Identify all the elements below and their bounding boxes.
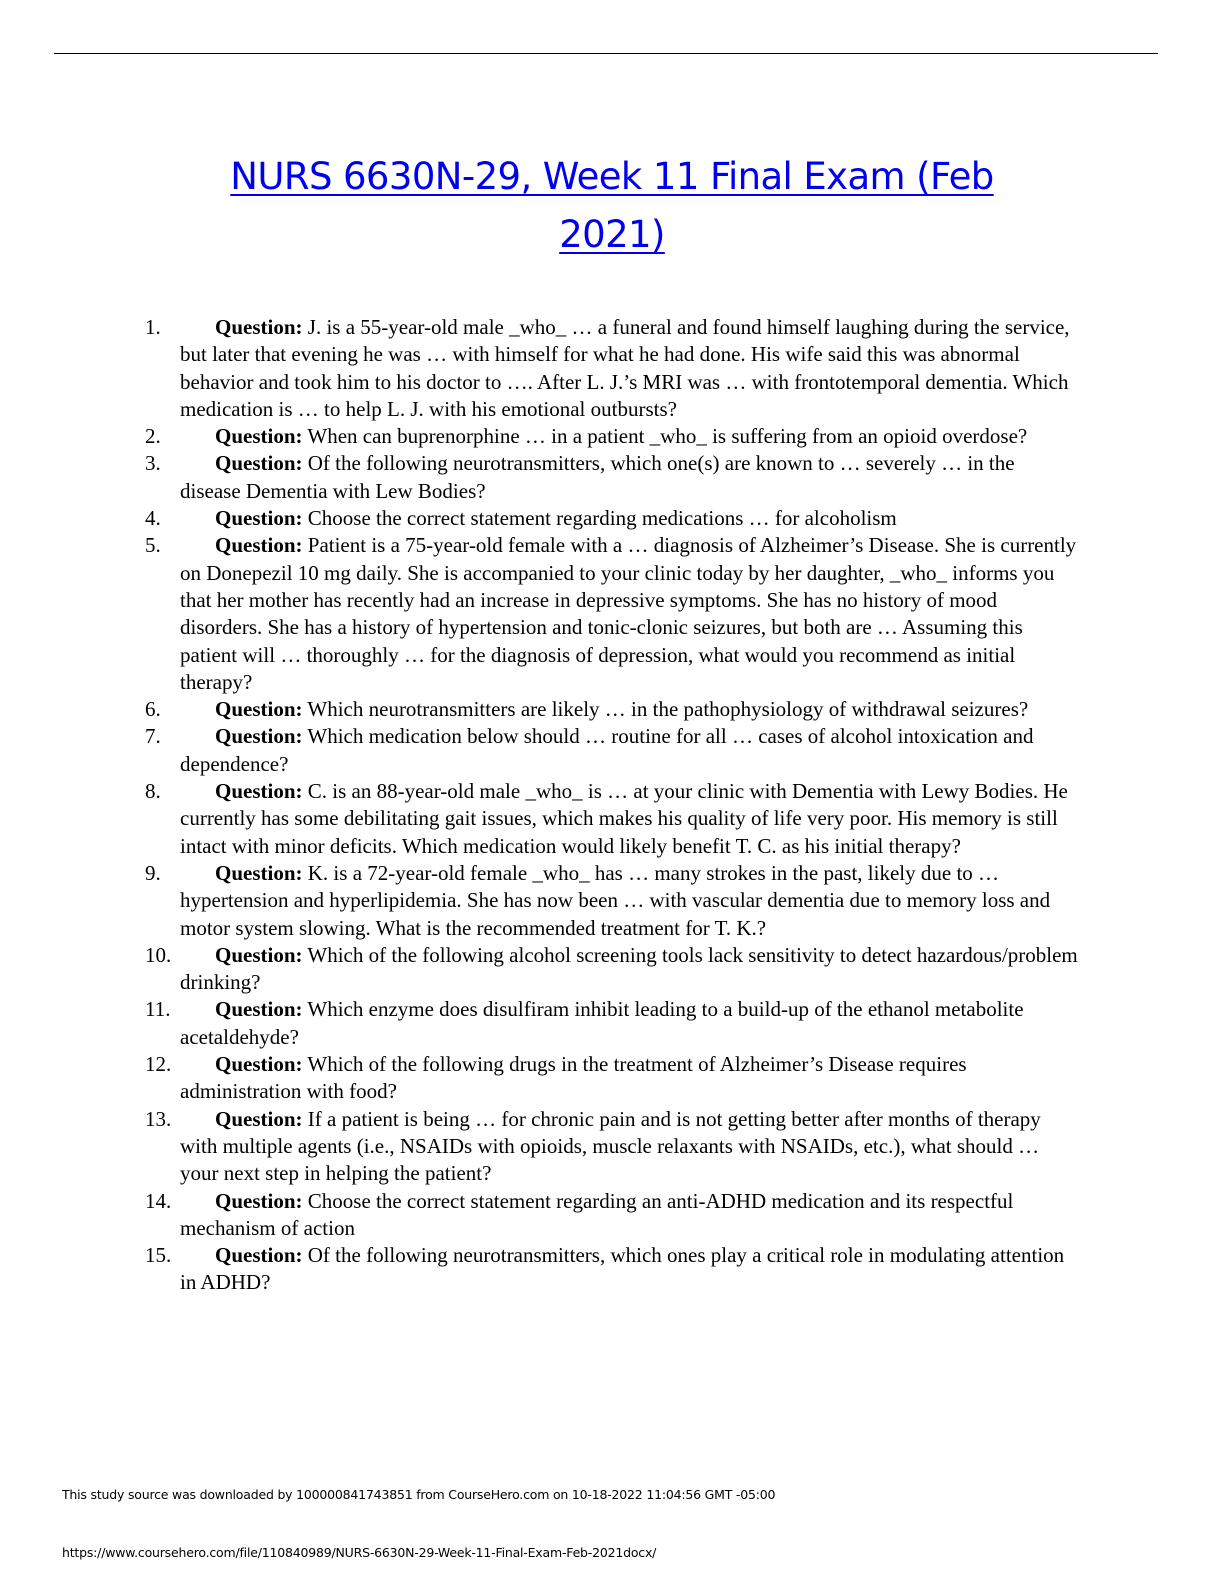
question-text: Which enzyme does disulfiram inhibit leading to a build-up of the ethanol metabolite acetaldehyde? [180, 997, 1024, 1049]
question-text: K. is a 72-year-old female _who_ has … many strokes in the past, likely due to … hypertension and hyperlipidemia. She has now been … with vascular dementia due to memory loss and motor system slowing. What is the recommended treatment for T. K.? [180, 860, 1051, 940]
question-label: Question: [215, 1052, 303, 1077]
question-label: Question: [215, 315, 303, 339]
question-label: Question: [215, 942, 303, 967]
question-item [145, 505, 1080, 532]
header-rule [54, 53, 1158, 54]
question-number: 8. [145, 779, 161, 804]
question-item [145, 942, 1080, 997]
question-item [145, 314, 1080, 423]
question-label: Question: [215, 997, 303, 1022]
question-item [145, 1051, 1080, 1106]
question-text: C. is an 88-year-old male _who_ is … at your clinic with Dementia with Lewy Bodies. He currently has some debilitating gait issues, which makes his quality of life very poor. His memory is still intact with minor deficits. Which medication would likely benefit T. C. as his initial therapy? [180, 779, 1068, 858]
question-number: 13. [145, 1106, 172, 1131]
question-number: 12. [145, 1052, 172, 1077]
question-label: Question: [215, 1188, 303, 1213]
question-number: 5. [145, 533, 161, 558]
question-list [145, 314, 1080, 1297]
question-text: Choose the correct statement regarding medications … for alcoholism [307, 506, 897, 531]
question-label: Question: [215, 533, 303, 558]
question-item [145, 860, 1080, 942]
question-item [145, 1188, 1080, 1243]
question-text: Choose the correct statement regarding an anti-ADHD medication and its respectful mechanism of action [180, 1188, 1014, 1240]
title-line-2[interactable]: 2021) [559, 213, 665, 256]
download-source-notice: This study source was downloaded by 100000841743851 from CourseHero.com on 10-18-2022 11:04:56 GMT -05:00 [62, 1487, 776, 1502]
title-line-1[interactable]: NURS 6630N-29, Week 11 Final Exam (Feb [230, 155, 994, 198]
question-label: Question: [215, 724, 303, 749]
question-number: 10. [145, 942, 172, 967]
question-text: Of the following neurotransmitters, which ones play a critical role in modulating attention in ADHD? [180, 1243, 1065, 1295]
question-label: Question: [215, 506, 303, 531]
question-number: 9. [145, 860, 161, 885]
question-label: Question: [215, 697, 303, 722]
question-item [145, 532, 1080, 696]
question-item [145, 996, 1080, 1051]
question-text: Which of the following alcohol screening tools lack sensitivity to detect hazardous/problem drinking? [180, 942, 1078, 995]
question-item [145, 423, 1080, 450]
question-text: Of the following neurotransmitters, which one(s) are known to … severely … in the disease Dementia with Lew Bodies? [180, 451, 1015, 503]
question-label: Question: [215, 779, 303, 804]
question-label: Question: [215, 1243, 303, 1268]
question-item [145, 723, 1080, 778]
question-item [145, 778, 1080, 860]
question-item [145, 1106, 1080, 1188]
question-number: 15. [145, 1243, 172, 1268]
question-item [145, 696, 1080, 723]
question-label: Question: [215, 860, 303, 885]
question-number: 6. [145, 697, 161, 722]
question-text: Which of the following drugs in the treatment of Alzheimer’s Disease requires administration with food? [180, 1052, 967, 1104]
question-label: Question: [215, 451, 303, 476]
question-number: 14. [145, 1188, 172, 1213]
question-number: 7. [145, 724, 161, 749]
question-text: J. is a 55-year-old male _who_ … a funeral and found himself laughing during the service, but later that evening he was … with himself for what he had done. His wife said this was abnormal behavior and took him to his doctor to …. After L. J.’s MRI was … with frontotemporal dementia. Which medication is … to help L. J. with his emotional outbursts? [180, 315, 1070, 421]
source-url: https://www.coursehero.com/file/110840989/NURS-6630N-29-Week-11-Final-Exam-Feb-2021docx/ [62, 1545, 657, 1560]
question-number: 3. [145, 451, 161, 476]
question-item [145, 1242, 1080, 1297]
question-text: If a patient is being … for chronic pain and is not getting better after months of therapy with multiple agents (i.e., NSAIDs with opioids, muscle relaxants with NSAIDs, etc.), what should … your next step in helping the patient? [180, 1106, 1041, 1186]
question-number: 1. [145, 315, 161, 339]
question-text: Which neurotransmitters are likely … in the pathophysiology of withdrawal seizures? [307, 697, 1029, 722]
page-title-link[interactable] [150, 148, 1074, 264]
question-label: Question: [215, 424, 303, 449]
question-number: 2. [145, 424, 161, 449]
question-number: 11. [145, 997, 171, 1022]
question-text: Which medication below should … routine for all … cases of alcohol intoxication and dependence? [180, 724, 1034, 776]
question-item [145, 450, 1080, 505]
question-label: Question: [215, 1106, 303, 1131]
question-text: When can buprenorphine … in a patient _who_ is suffering from an opioid overdose? [307, 424, 1028, 449]
question-text: Patient is a 75-year-old female with a … diagnosis of Alzheimer’s Disease. She is currently on Donepezil 10 mg daily. She is accompanied to your clinic today by her daughter, _who_ informs you that her mother has recently had an increase in depressive symptoms. She has no history of mood disorders. She has a history of hypertension and tonic-clonic seizures, but both are … Assuming this patient will … thoroughly … for the diagnosis of depression, what would you recommend as initial therapy? [180, 533, 1077, 694]
question-number: 4. [145, 506, 161, 531]
